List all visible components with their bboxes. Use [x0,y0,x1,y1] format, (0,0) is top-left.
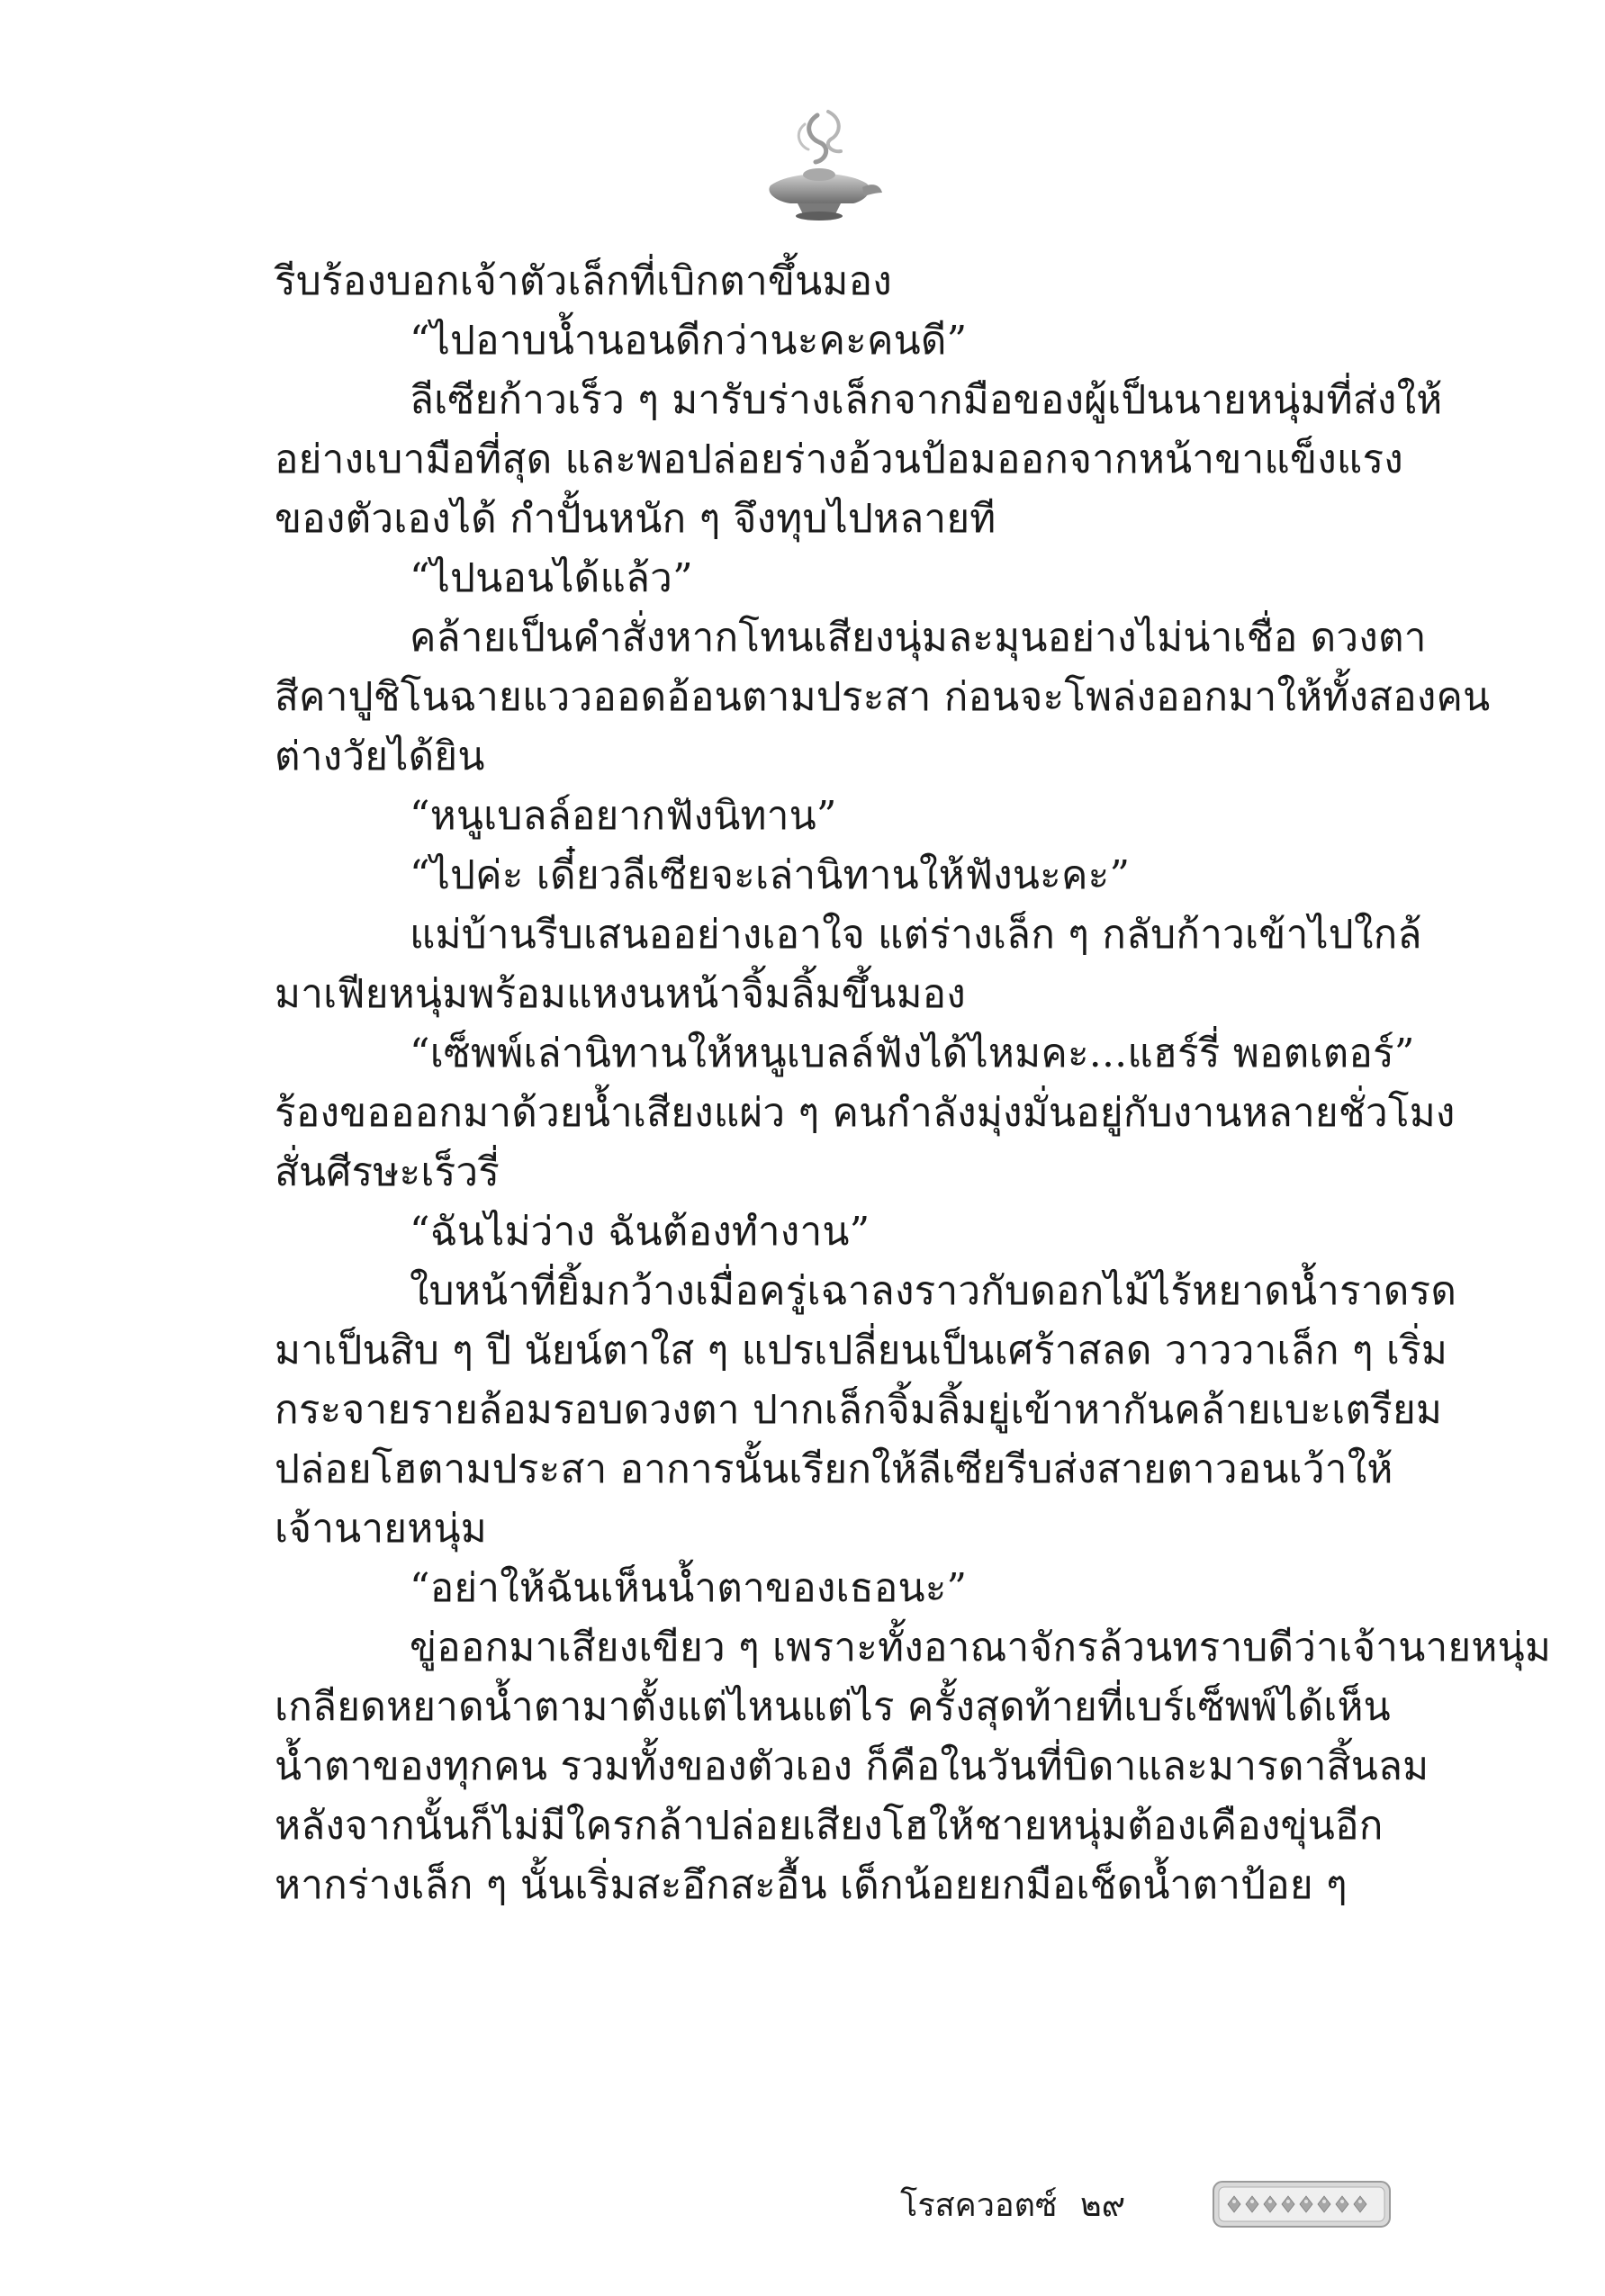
dialogue-line: “หนูเบลล์อยากฟังนิทาน” [410,793,837,839]
text-line: หลังจากนั้นก็ไม่มีใครกล้าปล่อยเสียงโฮให้ชายหนุ่มต้องเคืองขุ่นอีก [275,1803,1384,1849]
text-line: สีคาปูชิโนฉายแววออดอ้อนตามประสา ก่อนจะโพล่งออกมาให้ทั้งสองคน [275,674,1491,720]
page-footer [0,2176,1605,2239]
dialogue-line: “อย่าให้ฉันเห็นน้ำตาของเธอนะ” [410,1565,968,1611]
dialogue-line: “เซ็พพ์เล่านิทานให้หนูเบลล์ฟังได้ไหมคะ...แฮร์รี่ พอตเตอร์” [410,1031,1415,1076]
text-line: แม่บ้านรีบเสนออย่างเอาใจ แต่ร่างเล็ก ๆ กลับก้าวเข้าไปใกล้ [410,912,1422,958]
dialogue-line: “ฉันไม่ว่าง ฉันต้องทำงาน” [410,1209,870,1255]
text-line: ปล่อยโฮตามประสา อาการนั้นเรียกให้ลีเซียรีบส่งสายตาวอนเว้าให้ [275,1446,1393,1492]
book-title: โรสควอตซ์ [900,2187,1058,2224]
text-line: เกลียดหยาดน้ำตามาตั้งแต่ไหนแต่ไร ครั้งสุดท้ายที่เบร์เซ็พพ์ได้เห็น [275,1684,1391,1730]
text-line: หากร่างเล็ก ๆ นั้นเริ่มสะอึกสะอื้น เด็กน้อยยกมือเช็ดน้ำตาป้อย ๆ [275,1862,1348,1908]
dialogue-line: “ไปค่ะ เดี๋ยวลีเซียจะเล่านิทานให้ฟังนะคะ” [410,852,1131,898]
text-line: น้ำตาของทุกคน รวมทั้งของตัวเอง ก็คือในวันที่บิดาและมารดาสิ้นลม [275,1743,1429,1789]
lamp-ornament-icon [754,106,885,225]
text-line: เจ้านายหนุ่ม [275,1506,487,1552]
text-line: ขู่ออกมาเสียงเขียว ๆ เพราะทั้งอาณาจักรล้วนทราบดีว่าเจ้านายหนุ่ม [410,1625,1552,1670]
text-line: กระจายรายล้อมรอบดวงตา ปากเล็กจิ้มลิ้มยู่เข้าหากันคล้ายเบะเตรียม [275,1387,1443,1433]
text-line: ต่างวัยได้ยิน [275,734,485,779]
text-line: ลีเซียก้าวเร็ว ๆ มารับร่างเล็กจากมือของผู้เป็นนายหนุ่มที่ส่งให้ [410,377,1443,423]
text-line: มาเฟียหนุ่มพร้อมแหงนหน้าจิ้มลิ้มขึ้นมอง [275,971,966,1017]
text-line: ร้องขอออกมาด้วยน้ำเสียงแผ่ว ๆ คนกำลังมุ่งมั่นอยู่กับงานหลายชั่วโมง [275,1090,1456,1136]
text-line: คล้ายเป็นคำสั่งหากโทนเสียงนุ่มละมุนอย่างไม่น่าเชื่อ ดวงตา [410,615,1427,661]
text-line: มาเป็นสิบ ๆ ปี นัยน์ตาใส ๆ แปรเปลี่ยนเป็นเศร้าสลด วาววาเล็ก ๆ เริ่ม [275,1328,1448,1373]
dialogue-line: “ไปนอนได้แล้ว” [410,555,693,601]
text-line: ใบหน้าที่ยิ้มกว้างเมื่อครู่เฉาลงราวกับดอกไม้ไร้หยาดน้ำราดรด [410,1268,1457,1314]
text-line: สั่นศีรษะเร็วรี่ [275,1149,500,1195]
dialogue-line: “ไปอาบน้ำนอนดีกว่านะคะคนดี” [410,318,968,364]
text-line: อย่างเบามือที่สุด และพอปล่อยร่างอ้วนป้อมออกจากหน้าขาแข็งแรง [275,437,1403,482]
text-line: ของตัวเองได้ กำปั้นหนัก ๆ จึงทุบไปหลายที [275,496,996,542]
diamond-ring-ornament-icon [1212,2176,1392,2232]
page-number: ๒๙ [1080,2187,1126,2224]
text-line: รีบร้องบอกเจ้าตัวเล็กที่เบิกตาขึ้นมอง [275,258,892,304]
